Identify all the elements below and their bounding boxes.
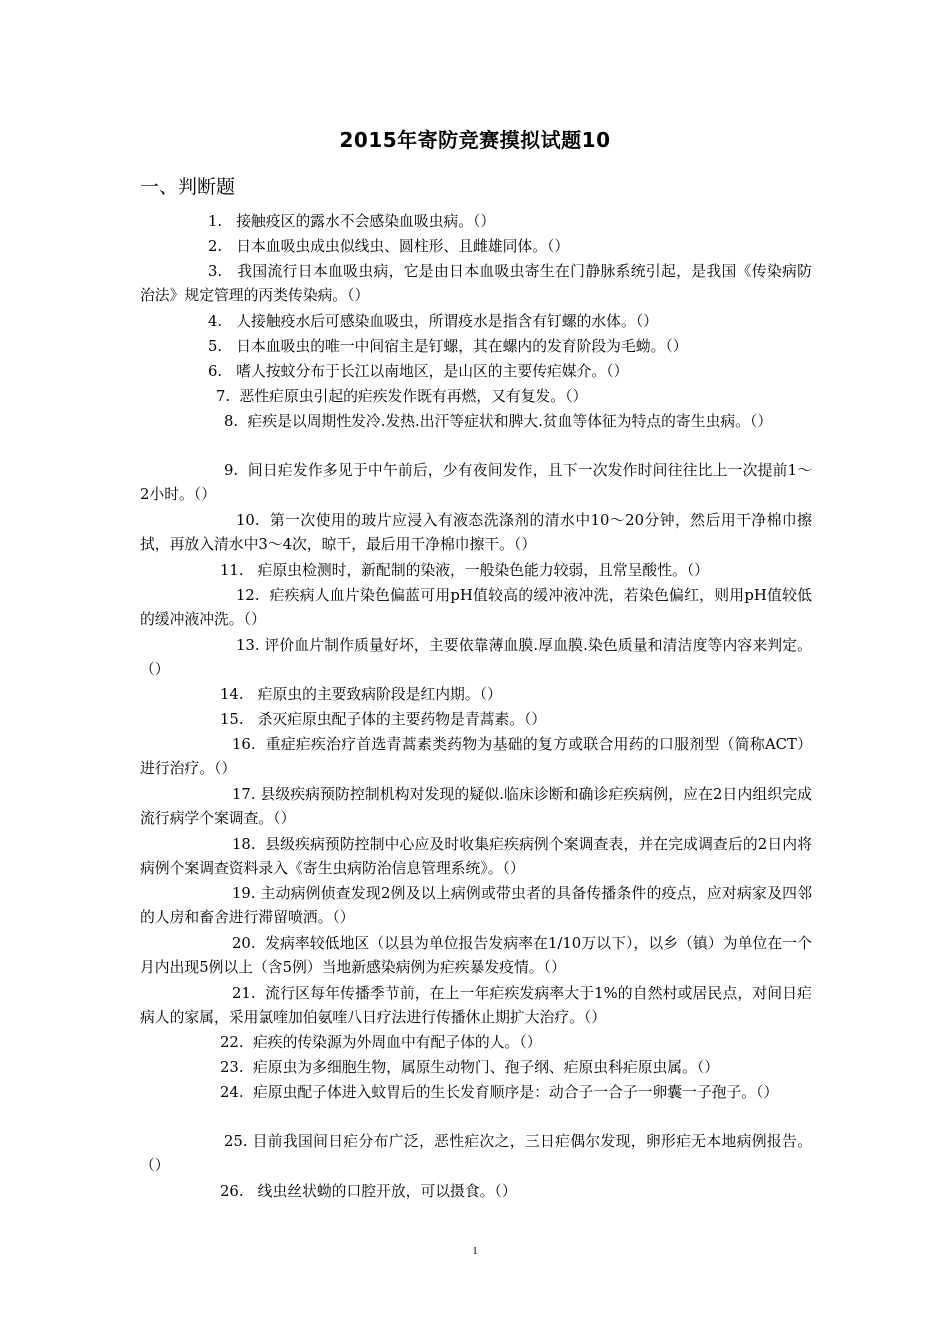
question-number: 21. [232,985,256,1002]
question-number: 1. [208,213,223,230]
question-number: 20. [232,935,256,952]
question-item [140,733,812,781]
question-item [140,410,812,434]
question-text: 疟原虫为多细胞生物，属原生动物门、孢子纲、疟原虫科疟原虫属。（） [252,1059,720,1076]
question-text: 疟原虫配子体进入蚊胃后的生长发育顺序是：动合子一合子一卵囊一子孢子。（） [252,1084,779,1101]
question-number: 13. [236,637,260,654]
question-item [140,360,812,384]
question-text: 主动病例侦查发现2例及以上病例或带虫者的具备传播条件的疫点，应对病家及四邻的人房和畜舍进行滞留喷洒。（） [140,885,812,926]
question-item [140,385,812,409]
question-text: 嗜人按蚊分布于长江以南地区，是山区的主要传疟媒介。（） [236,363,629,380]
question-number: 18. [232,836,256,853]
question-number: 22. [220,1034,244,1051]
document-title: 2015年寄防竞赛摸拟试题10 [339,128,611,152]
question-text: 间日疟发作多见于中午前后，少有夜间发作，且下一次发作时间往往比上一次提前1～2小时。（） [140,462,812,503]
question-number: 12. [236,587,260,604]
question-text: 第一次使用的玻片应浸入有液态洗涤剂的清水中10～20分钟，然后用干净棉巾擦拭，再放入清水中3～4次，晾干，最后用干净棉巾擦干。（） [140,512,812,553]
question-number: 26. [220,1183,244,1200]
question-item [140,882,812,930]
question-text: 目前我国间日疟分布广泛，恶性疟次之，三日疟偶尔发现，卵形疟无本地病例报告。（） [140,1133,812,1174]
question-number: 16. [232,736,256,753]
question-number: 10. [236,512,260,529]
question-item [140,1056,812,1080]
question-item [140,335,812,359]
question-item [140,459,812,507]
question-number: 25. [224,1133,248,1150]
question-item [140,260,812,308]
question-item [140,783,812,831]
question-text: 发病率较低地区（以县为单位报告发病率在1/10万以下），以乡（镇）为单位在一个月内出现5例以上（含5例）当地新感染病例为疟疾暴发疫情。（） [140,935,812,976]
question-number: 4. [208,313,223,330]
question-text: 杀灭疟原虫配子体的主要药物是青蒿素。（） [257,711,547,728]
section-heading: 一、判断题 [140,176,236,198]
question-item [140,708,812,732]
question-text: 接触疫区的露水不会感染血吸虫病。（） [236,213,496,230]
question-number: 5. [208,338,223,355]
question-number: 8. [224,413,239,430]
question-text: 疟原虫检测时，新配制的染液，一般染色能力较弱，且常呈酸性。（） [257,562,709,579]
question-text: 评价血片制作质量好坏，主要依靠薄血膜.厚血膜.染色质量和清洁度等内容来判定。（） [140,637,812,678]
question-number: 14. [220,686,244,703]
question-text: 疟疾的传染源为外周血中有配子体的人。（） [252,1034,542,1051]
question-item [140,1180,812,1204]
question-item [140,235,812,259]
question-item [140,634,812,682]
question-item [140,1031,812,1055]
page-number: 1 [472,1245,478,1257]
question-text: 疟疾是以周期性发冷.发热.出汗等症状和脾大.贫血等体征为特点的寄生虫病。（） [247,413,773,430]
question-number: 6. [208,363,223,380]
question-number: 23. [220,1059,244,1076]
question-number: 15. [220,711,244,728]
question-text: 县级疾病预防控制中心应及时收集疟疾病例个案调查表，并在完成调查后的2日内将病例个案调查资料录入《寄生虫病防治信息管理系统》。（） [140,836,812,877]
question-text: 线虫丝状蚴的口腔开放，可以摄食。（） [257,1183,517,1200]
question-item [140,210,812,234]
question-item [140,833,812,881]
question-text: 疟原虫的主要致病阶段是红内期。（） [257,686,502,703]
question-text: 县级疾病预防控制机构对发现的疑似.临床诊断和确诊疟疾病例，应在2日内组织完成流行病学个案调查。（） [140,786,812,827]
question-item [140,1130,812,1178]
question-item [140,1081,812,1105]
question-item [140,509,812,557]
question-item [140,559,812,583]
question-text: 日本血吸虫成虫似线虫、圆柱形、且雌雄同体。（） [236,238,570,255]
question-text: 人接触疫水后可感染血吸虫，所谓疫水是指含有钉螺的水体。（） [236,313,658,330]
question-item [140,982,812,1030]
question-text: 日本血吸虫的唯一中间宿主是钉螺，其在螺内的发育阶段为毛蚴。（） [236,338,688,355]
question-item [140,932,812,980]
question-text: 重症疟疾治疗首选青蒿素类药物为基础的复方或联合用药的口服剂型（简称ACT）进行治疗。（） [140,736,812,777]
question-number: 3. [208,263,223,280]
question-number: 11. [220,562,244,579]
question-item [140,584,812,632]
question-number: 17. [232,786,256,803]
question-text: 恶性疟原虫引起的疟疾发作既有再燃，又有复发。（） [239,388,588,405]
question-number: 2. [208,238,223,255]
question-text: 我国流行日本血吸虫病，它是由日本血吸虫寄生在门静脉系统引起，是我国《传染病防治法》规定管理的丙类传染病。（） [140,263,812,304]
question-number: 9. [224,462,239,479]
question-number: 19. [232,885,256,902]
question-text: 流行区每年传播季节前，在上一年疟疾发病率大于1%的自然村或居民点，对间日疟病人的家属，采用氯喹加伯氨喹八日疗法进行传播休止期扩大治疗。（） [140,985,812,1026]
question-item [140,683,812,707]
question-number: 7. [216,388,231,405]
question-item [140,310,812,334]
question-number: 24. [220,1084,244,1101]
question-text: 疟疾病人血片染色偏蓝可用pH值较高的缓冲液冲洗，若染色偏红，则用pH值较低的缓冲液冲洗。（） [140,587,812,628]
